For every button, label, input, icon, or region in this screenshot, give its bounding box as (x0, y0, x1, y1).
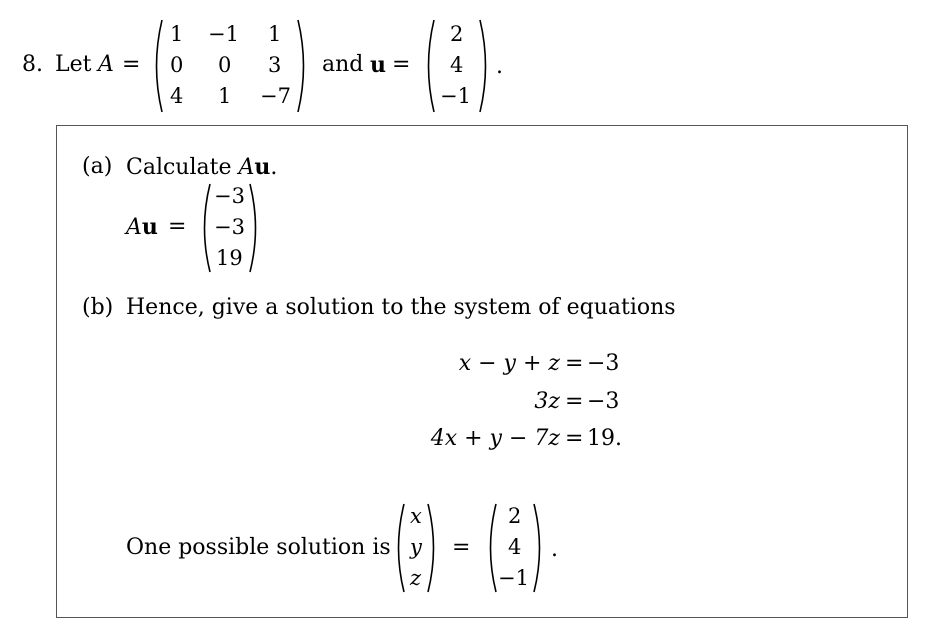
equals-sign: = (168, 214, 187, 239)
part-b-label: (b) (82, 295, 114, 320)
left-paren (198, 182, 212, 274)
result-cell: −3 (214, 215, 245, 239)
sentence-period: . (496, 54, 503, 79)
right-paren (478, 18, 492, 114)
matrix-A-cell: 1 (218, 84, 232, 108)
lhs-u: u (141, 214, 158, 240)
part-a-prompt-text: Calculate (126, 155, 232, 180)
vector-u-cell: 2 (450, 22, 464, 46)
vector-u (422, 18, 492, 114)
left-paren (422, 18, 436, 114)
part-a-prompt-period: . (270, 155, 278, 180)
solution-period: . (551, 537, 558, 562)
part-a-prompt-u: u (254, 154, 271, 180)
solution-cell: 4 (508, 535, 522, 559)
part-a-prompt (126, 156, 277, 179)
left-paren (484, 502, 498, 594)
matrix-name-A: A (98, 52, 114, 77)
equation-3-rhs: 19. (587, 426, 622, 451)
matrix-A-cell: 1 (170, 22, 184, 46)
right-paren (248, 182, 262, 274)
equation-3-eq: = (565, 426, 584, 451)
equation-2-rhs: −3 (587, 389, 620, 414)
lhs-A: A (126, 215, 142, 240)
equals-sign: = (392, 52, 411, 77)
result-vector (198, 182, 264, 274)
right-paren (532, 502, 546, 594)
variable-cell: y (410, 535, 422, 559)
equation-1-rhs: −3 (587, 351, 620, 376)
matrix-A-cell: 1 (268, 22, 282, 46)
equals-sign: = (452, 535, 471, 560)
matrix-A-cell: −7 (260, 84, 291, 108)
equation-2-eq: = (565, 389, 584, 414)
variable-cell: z (410, 566, 422, 590)
right-paren (426, 502, 440, 594)
result-cell: 19 (216, 246, 243, 270)
vector-u-cell: 4 (450, 53, 464, 77)
let-word: Let (55, 52, 92, 77)
part-b-prompt: Hence, give a solution to the system of equations (126, 295, 676, 320)
right-paren (296, 18, 310, 114)
equation-2-lhs: 3z (534, 389, 560, 414)
solution-cell: 2 (508, 504, 522, 528)
part-a-label: (a) (82, 154, 113, 179)
part-a-prompt-A: A (238, 155, 255, 180)
equation-1-lhs: x − y + z (458, 351, 560, 376)
vector-u-cell: −1 (440, 84, 471, 108)
equation-3-lhs: 4x + y − 7z (430, 426, 560, 451)
solution-cell: −1 (498, 566, 529, 590)
left-paren (392, 502, 406, 594)
matrix-A-cell: −1 (208, 22, 239, 46)
equation-1-eq: = (565, 351, 584, 376)
result-cell: −3 (214, 184, 245, 208)
question-number: 8. (22, 52, 43, 77)
solution-text: One possible solution is (126, 535, 391, 560)
matrix-A-cell: 4 (170, 84, 184, 108)
matrix-A-cell: 0 (218, 53, 232, 77)
solution-vector (484, 502, 546, 594)
matrix-A-cell: 3 (268, 53, 282, 77)
part-a-lhs (126, 216, 158, 239)
left-paren (150, 18, 164, 114)
and-word: and (322, 52, 364, 77)
variable-vector (392, 502, 440, 594)
matrix-A-cell: 0 (170, 53, 184, 77)
variable-cell: x (410, 504, 422, 528)
vector-name-u: u (370, 52, 386, 78)
matrix-A (150, 18, 320, 114)
equals-sign: = (122, 52, 141, 77)
